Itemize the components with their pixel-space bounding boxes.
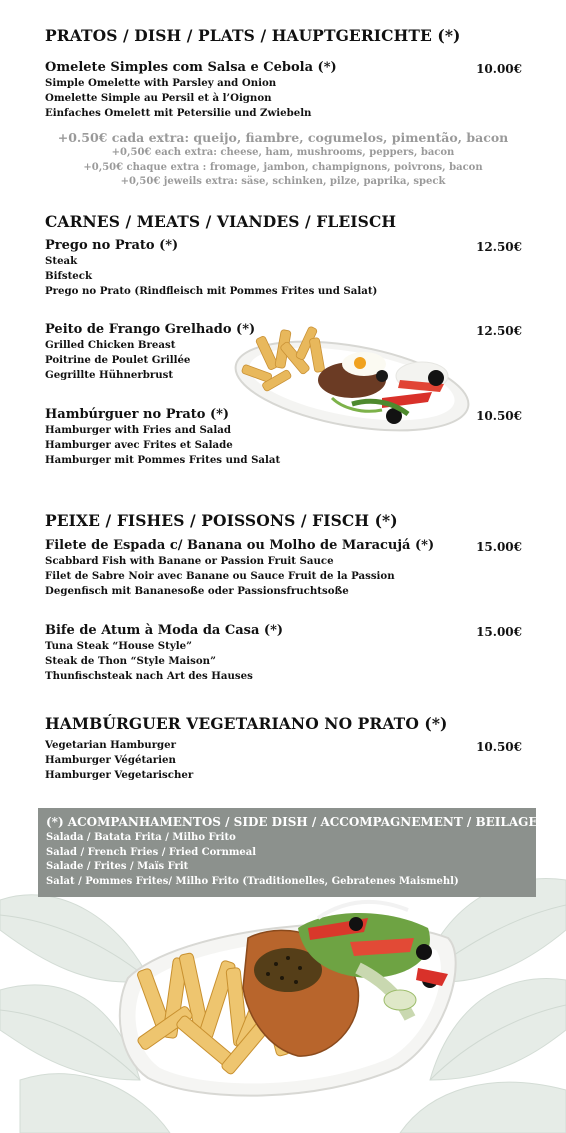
extras-line-en: +0,50€ each extra: cheese, ham, mushrooms, peppers, bacon <box>111 147 455 158</box>
price-espada: 15.00€ <box>476 540 522 554</box>
price-omelete: 10.00€ <box>476 62 522 76</box>
accompaniments-line-pt: Salada / Batata Frita / Milho Frito <box>46 832 236 843</box>
item-desc-en: Vegetarian Hamburger <box>45 739 177 751</box>
item-desc-de: Prego no Prato (Rindfleisch mit Pommes Frites und Salat) <box>45 285 378 297</box>
item-desc-fr: Bifsteck <box>45 270 93 282</box>
price-frango: 12.50€ <box>476 324 522 338</box>
fish-plate-image <box>118 898 468 1108</box>
item-name: Bife de Atum à Moda da Casa (*) <box>45 623 284 638</box>
item-desc-fr: Omelette Simple au Persil et à l’Oignon <box>45 92 272 104</box>
item-desc-en: Scabbard Fish with Banane or Passion Fruit Sauce <box>45 555 334 567</box>
item-desc-en: Simple Omelette with Parsley and Onion <box>45 77 277 89</box>
menu-item-hamburguer <box>45 407 525 468</box>
accompaniments-line-de: Salat / Pommes Frites/ Milho Frito (Traditionelles, Gebratenes Maismehl) <box>46 875 459 887</box>
item-desc-en: Hamburger with Fries and Salad <box>45 424 232 436</box>
menu-item-omelete <box>45 60 525 121</box>
item-desc-fr: Hamburger avec Frites et Salade <box>45 439 233 451</box>
price-vegetariano: 10.50€ <box>476 740 522 754</box>
section-title-peixe: PEIXE / FISHES / POISSONS / FISCH (*) <box>45 511 398 530</box>
item-desc-de: Einfaches Omelett mit Petersilie und Zwiebeln <box>45 107 312 119</box>
extras-block <box>0 130 566 190</box>
extras-line-pt: +0.50€ cada extra: queijo, fiambre, cogumelos, pimentão, bacon <box>57 130 509 145</box>
extras-line-de: +0,50€ jeweils extra: säse, schinken, pilze, paprika, speck <box>120 176 446 187</box>
price-hamburguer: 10.50€ <box>476 409 522 423</box>
menu-item-prego <box>45 238 525 299</box>
item-desc-de: Thunfischsteak nach Art des Hauses <box>45 670 253 682</box>
menu-item-espada <box>45 538 525 599</box>
item-name: Peito de Frango Grelhado (*) <box>45 322 256 337</box>
item-desc-fr: Steak de Thon “Style Maison” <box>45 655 216 667</box>
item-desc-en: Grilled Chicken Breast <box>45 339 176 351</box>
accompaniments-line-fr: Salade / Frites / Maïs Frit <box>46 861 189 872</box>
item-desc-de: Hamburger mit Pommes Frites und Salat <box>45 454 281 466</box>
item-desc-fr: Filet de Sabre Noir avec Banane ou Sauce Fruit de la Passion <box>45 570 395 582</box>
item-name: Filete de Espada c/ Banana ou Molho de Maracujá (*) <box>45 538 435 553</box>
section-title-pratos: PRATOS / DISH / PLATS / HAUPTGERICHTE (*) <box>45 26 461 45</box>
item-name: Omelete Simples com Salsa e Cebola (*) <box>45 60 337 75</box>
accompaniments-box <box>38 808 549 897</box>
item-desc-de: Degenfisch mit Bananesoße oder Passionsfruchtsoße <box>45 585 349 597</box>
accompaniments-line-en: Salad / French Fries / Fried Cornmeal <box>46 846 257 858</box>
price-atum: 15.00€ <box>476 625 522 639</box>
menu-item-vegetariano <box>45 738 525 783</box>
price-prego: 12.50€ <box>476 240 522 254</box>
item-desc-en: Tuna Steak “House Style” <box>45 640 193 652</box>
menu-item-atum <box>45 623 525 684</box>
extras-line-fr: +0,50€ chaque extra : fromage, jambon, champignons, poivrons, bacon <box>83 161 483 173</box>
section-title-vegetariano: HAMBÚRGUER VEGETARIANO NO PRATO (*) <box>45 714 448 733</box>
item-desc-fr: Poitrine de Poulet Grillée <box>45 354 191 366</box>
item-desc-de: Gegrillte Hühnerbrust <box>45 369 174 381</box>
section-title-carnes: CARNES / MEATS / VIANDES / FLEISCH <box>45 212 397 231</box>
item-desc-de: Hamburger Vegetarischer <box>45 769 194 781</box>
item-desc-en: Steak <box>45 255 78 267</box>
item-name: Prego no Prato (*) <box>45 238 179 253</box>
item-desc-fr: Hamburger Végétarien <box>45 754 176 766</box>
accompaniments-title: (*) ACOMPANHAMENTOS / SIDE DISH / ACCOMPAGNEMENT / BEILAGEN <box>46 815 549 829</box>
item-name: Hambúrguer no Prato (*) <box>45 407 230 422</box>
